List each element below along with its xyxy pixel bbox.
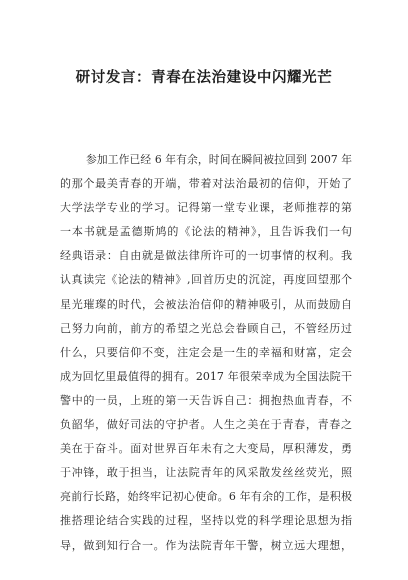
paragraph-line: 于冲锋，敢于担当，让法院青年的风采散发丝丝荧光，照 — [60, 466, 352, 480]
body-paragraph — [60, 148, 352, 558]
paragraph-line: 什么，只要信仰不变，注定会是一生的幸福和财富，定会 — [60, 345, 352, 359]
document-title: 研讨发言：青春在法治建设中闪耀光芒 — [75, 70, 333, 86]
paragraph-line: 警中的一员，上班的第一天告诉自己：拥抱热血青春，不 — [60, 393, 352, 407]
paragraph-line: 星光璀璨的时代，会被法治信仰的精神吸引，从而鼓励自 — [60, 297, 352, 311]
paragraph-line: 认真读完《论法的精神》,回首历史的沉淀，再度回望那个 — [60, 273, 352, 287]
paragraph-line: 推搭理论结合实践的过程，坚持以党的科学理论思想为指 — [60, 514, 352, 528]
paragraph-line: 己努力向前，前方的希望之光总会眷顾自己，不管经历过 — [60, 321, 352, 335]
paragraph-line: 参加工作已经 6 年有余，时间在瞬间被拉回到 2007 年 — [86, 153, 352, 166]
paragraph-line: 成为回忆里最值得的拥有。2017 年很荣幸成为全国法院干 — [60, 369, 352, 383]
paragraph-line: 经典语录：自由就是做法律所许可的一切事情的权利。我 — [60, 249, 352, 263]
paragraph-line: 亮前行长路，始终牢记初心使命。6 年有余的工作，是积极 — [60, 490, 352, 504]
paragraph-line: 一本书就是孟德斯鸠的《论法的精神》，且告诉我们一句 — [60, 225, 352, 239]
paragraph-line: 导，做到知行合一。作为法院青年干警，树立远大理想， — [60, 538, 352, 552]
paragraph-line: 大学法学专业的学习。记得第一堂专业课，老师推荐的第 — [60, 201, 352, 215]
paragraph-line: 负韶华，做好司法的守护者。人生之美在于青春，青春之 — [60, 418, 352, 432]
paragraph-line: 的那个最美青春的开端，带着对法治最初的信仰，开始了 — [60, 177, 352, 191]
paragraph-line: 美在于奋斗。面对世界百年未有之大变局，厚积薄发，勇 — [60, 442, 352, 456]
